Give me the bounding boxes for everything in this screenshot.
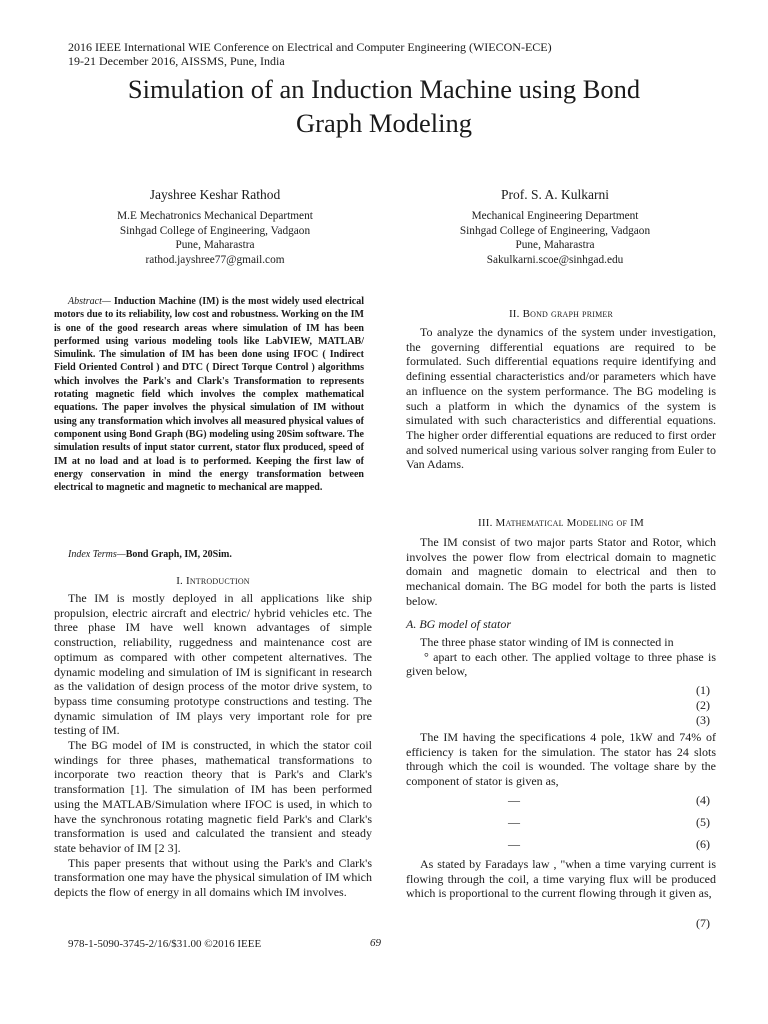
author-city: Pune, Maharastra	[515, 239, 595, 252]
paragraph: The three phase stator winding of IM is connected in	[420, 635, 674, 649]
section-heading-introduction: I. Introduction	[176, 575, 250, 587]
equation-number: (6)	[696, 837, 710, 851]
introduction-body	[54, 591, 372, 900]
paper-title-line-2: Graph Modeling	[296, 108, 472, 138]
abstract	[54, 295, 364, 494]
paragraph: As stated by Faradays law , "when a time varying current is flowing through the coil, a time varying flux will be produced which is proportional to the current flowing through it given as,	[406, 857, 716, 901]
author-email[interactable]: rathod.jayshree77@gmail.com	[145, 253, 285, 266]
fraction-bar: —	[508, 815, 520, 829]
author-college: Sinhgad College of Engineering, Vadgaon	[119, 224, 311, 237]
conference-name: 2016 IEEE International WIE Conference on Electrical and Computer Engineering (WIECON-ECE)	[68, 40, 552, 54]
author-email[interactable]: Sakulkarni.scoe@sinhgad.edu	[486, 253, 624, 266]
index-terms	[54, 548, 364, 561]
paragraph: ° apart to each other. The applied voltage to three phase is given below,	[406, 649, 716, 679]
paragraph: The IM is mostly deployed in all applications like ship propulsion, electric aircraft and electric/ hybrid vehicles etc. The three phase IM have well known advantages of simple construction, reliability, ruggedness and maintenance cost are optimum as compared with other competent alternatives. The dynamic modeling and simulation of IM is significant in research as the validation of design process of the motor drive system, to bypass time consuming prototype constructions and testing. The dynamic simulation of IM plays very important role for pre testing of IM.	[54, 591, 372, 738]
paragraph: The IM having the specifications 4 pole, 1kW and 74% of efficiency is taken for the simulation. The stator has 24 slots through which the coil is wounded. The voltage share by the component of stator is given as,	[406, 730, 716, 789]
equation-number: (2)	[696, 698, 710, 712]
author-block-1	[60, 186, 370, 267]
paragraph: The BG model of IM is constructed, in which the stator coil windings for three phases, mathematical transformations to incorporate two reaction theory that is Park's and Clark's transformation [1]. The simulation of IM has been performed using the MATLAB/Simulation where IFOC is used, in which to have the synchronous rotating magnetic field Park's and Clark's transformation is used and calculated the transient and steady state behavior of IM [2 3].	[54, 738, 372, 855]
index-terms-lead: Index Terms—	[68, 549, 126, 560]
fraction-bar: —	[508, 793, 520, 807]
page-number: 69	[370, 937, 381, 949]
paper-title-line-1: Simulation of an Induction Machine using Bond	[127, 74, 641, 104]
abstract-lead: Abstract—	[68, 296, 111, 307]
equation-number: (7)	[696, 916, 710, 930]
author-name: Prof. S. A. Kulkarni	[501, 187, 609, 202]
equation-number: (1)	[696, 683, 710, 697]
conference-date-venue: 19-21 December 2016, AISSMS, Pune, India	[68, 54, 285, 68]
stator-body-2	[406, 730, 716, 789]
equation-number: (3)	[696, 713, 710, 727]
author-city: Pune, Maharastra	[175, 239, 255, 252]
paragraph: This paper presents that without using the Park's and Clark's transformation one may have the physical simulation of IM which depicts the flow of energy in all domains which IM involves.	[54, 855, 372, 900]
subsection-heading-stator: A. BG model of stator	[406, 617, 511, 631]
equation-number: (4)	[696, 793, 710, 807]
index-terms-text: Bond Graph, IM, 20Sim.	[125, 549, 232, 560]
author-name: Jayshree Keshar Rathod	[149, 187, 281, 202]
copyright-footer: 978-1-5090-3745-2/16/$31.00 ©2016 IEEE	[68, 938, 262, 950]
author-department: Mechanical Engineering Department	[471, 210, 639, 222]
faraday-body	[406, 857, 716, 901]
section-heading-mathematical-modeling: III. Mathematical Modeling of IM	[478, 517, 644, 529]
section-heading-bond-graph-primer: II. Bond graph primer	[508, 308, 614, 320]
author-department: M.E Mechatronics Mechanical Department	[117, 210, 313, 222]
paragraph: The IM consist of two major parts Stator and Rotor, which involves the power flow from electrical domain to magnetic domain and magnetic domain to electrical and then to mechanical domain. The BG model for both the parts is listed below.	[406, 535, 716, 608]
stator-body-1	[406, 635, 716, 679]
abstract-text: Induction Machine (IM) is the most widely used electrical motors due to its reliability, low cost and robustness. Working on the IM is one of the good research areas where simulation of IM has been performed using various modeling tools like LabVIEW, MATLAB/ Simulink. The simulation of IM has been done using IFOC ( Indirect Field Oriented Control ) and DTC ( Direct Torque Control ) algorithms which involves the Park's and Clark's Transformation to represents rotating magnetic field which involves the complex mathematical equations. The paper involves the physical simulation of IM without using any transformation which involves all measured physical values of component using Bond Graph (BG) modeling using 20Sim software. The simulation results of input stator current, stator flux produced, speed of IM at no load and at load is to performed. Keeping the first law of energy conservation in mind the energy transformation between electrical to magnetic and magnetic to mechanical are mapped.	[54, 296, 364, 494]
author-block-2	[400, 186, 710, 267]
equation-number: (5)	[696, 815, 710, 829]
fraction-bar: —	[508, 837, 520, 851]
paragraph: To analyze the dynamics of the system under investigation, the governing differential equations are required to be formulated. Such differential equations require identifying and defining essential characteristics and/or parameters which have an influence on the system performance. The BG modeling is such a platform in which the dynamics of the system is simulated with such characteristics and differential equations. The higher order differential equations are reduced to first order and solved numerical using various solver ranging from Euler to Van Adams.	[406, 325, 716, 472]
mathematical-modeling-body	[406, 535, 716, 609]
author-college: Sinhgad College of Engineering, Vadgaon	[459, 224, 651, 237]
bond-graph-primer-body	[406, 325, 716, 472]
conference-header	[68, 40, 552, 68]
paper-title	[40, 72, 728, 140]
